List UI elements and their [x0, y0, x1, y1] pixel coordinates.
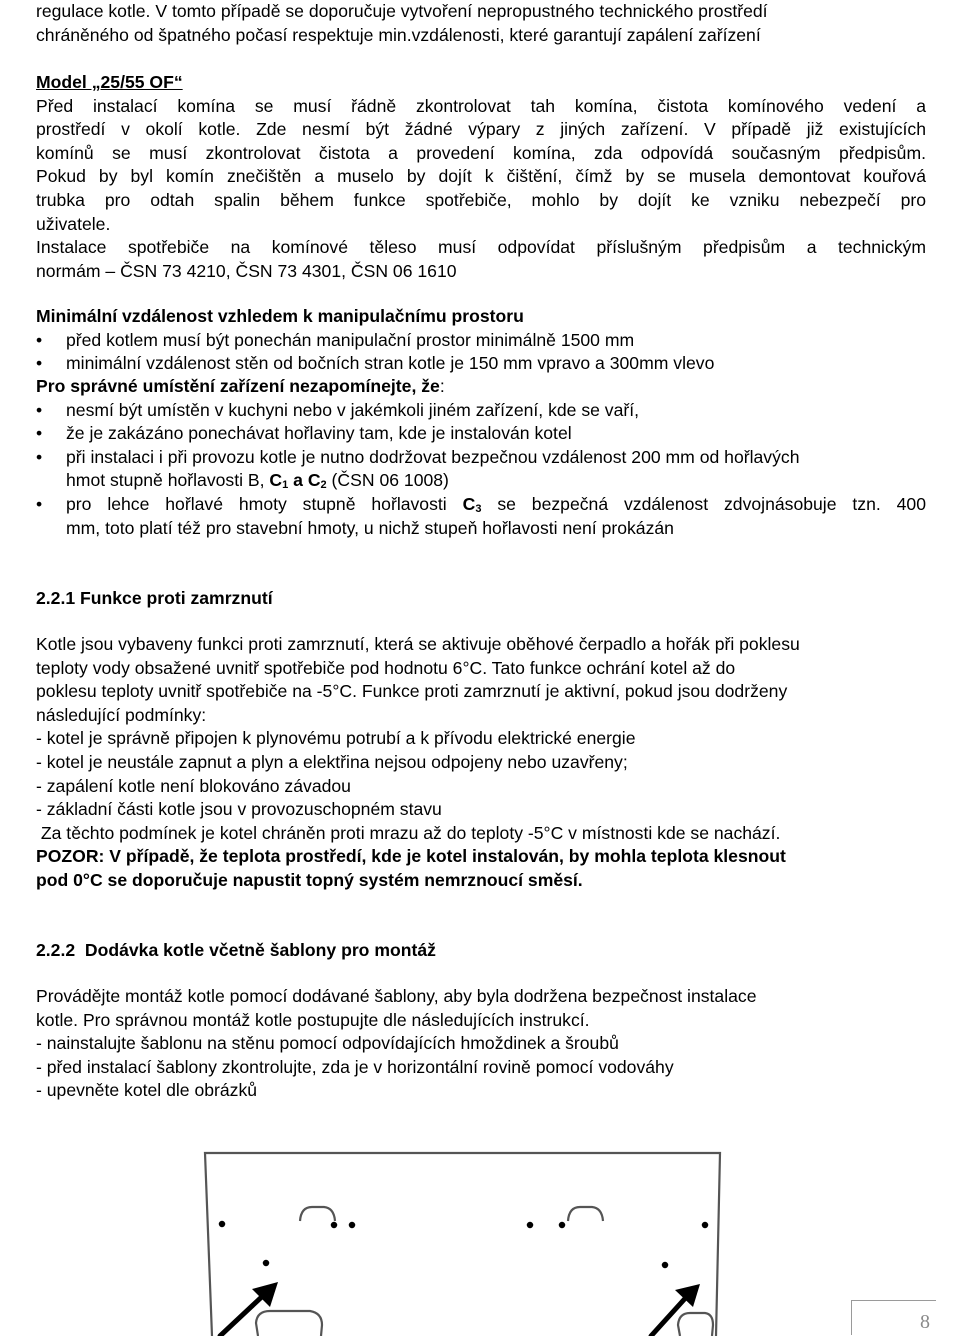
placement-section: [36, 375, 926, 540]
text-line: Provádějte montáž kotle pomocí dodávané šablony, aby byla dodržena bezpečnost instalace: [36, 986, 757, 1006]
text-line: Pokud by byl komín znečištěn a muselo by dojít k čištění, čímž by se musela demontovat kouřová: [36, 166, 926, 187]
template-section: [36, 985, 926, 1103]
mount-slot: [300, 1207, 335, 1221]
text-line: - kotel je neustále zapnut a plyn a elektřina nejsou odpojeny nebo uzavřeny;: [36, 751, 628, 772]
text-line: uživatele.: [36, 213, 111, 234]
model-section: [36, 71, 926, 283]
bullet-icon: •: [36, 399, 43, 420]
text-line: poklesu teploty uvnitř spotřebiče na -5°C. Funkce proti zamrznutí je aktivní, pokud jsou dodrženy: [36, 681, 788, 702]
distance-section: [36, 305, 926, 376]
intro-line: chráněného od špatného počasí respektuje min.vzdálenosti, které garantují zapálení zařízení: [36, 24, 761, 45]
template-plate: [205, 1153, 720, 1336]
page-number-box: [851, 1300, 936, 1335]
text-line: - upevněte kotel dle obrázků: [36, 1080, 258, 1101]
list-item: • před kotlem musí být ponechán manipulační prostor minimálně 1500 mm: [36, 329, 926, 353]
template-heading-block: [36, 939, 926, 963]
page-number: 8: [920, 1311, 930, 1333]
hole-icon: [332, 1223, 337, 1228]
text-line: Za těchto podmínek je kotel chráněn proti mrazu až do teploty -5°C v místnosti kde se nachází.: [36, 822, 781, 843]
text-line: teploty vody obsažené uvnitř spotřebiče pod hodnotu 6°C. Tato funkce ochrání kotel až do: [36, 657, 736, 678]
text-line: komínů se musí zkontrolovat čistota a provedení komína, zda odpovídá současným předpisům.: [36, 142, 926, 163]
hole-icon: [663, 1263, 668, 1268]
text-line: kotle. Pro správnou montáž kotle postupujte dle následujících instrukcí.: [36, 1009, 590, 1030]
text-line: - zapálení kotle není blokováno závadou: [36, 775, 351, 796]
placement-heading: Pro správné umístění zařízení nezapomínejte, že:: [36, 376, 445, 396]
bottom-slot: [678, 1313, 713, 1336]
text-line: trubka pro odtah spalin během funkce spotřebiče, mohlo by dojít ke vzniku nebezpečí pro: [36, 189, 926, 210]
text-line: - základní části kotle jsou v provozuschopném stavu: [36, 799, 442, 820]
list-item: • pro lehce hořlavé hmoty stupně hořlavosti $C_3$ se bezpečná vzdálenost zdvojnásobuje tzn. 400 mm, toto platí též pro stavební hmoty, u nichž stupeň hořlavosti není prokázán: [36, 493, 926, 538]
hole-icon: [703, 1223, 708, 1228]
text-line: Kotle jsou vybaveny funkci proti zamrznutí, která se aktivuje oběhové čerpadlo a hořák při poklesu: [36, 634, 800, 654]
warning-line: pod 0°C se doporučuje napustit topný systém nemrznoucí směsí.: [36, 869, 583, 890]
list-item: • že je zakázáno ponechávat hořlaviny tam, kde je instalován kotel: [36, 422, 926, 446]
bullet-icon: •: [36, 353, 43, 374]
warning-line: POZOR: V případě, že teplota prostředí, kde je kotel instalován, by mohla teplota klesnout: [36, 846, 786, 867]
bottom-slot: [256, 1311, 322, 1336]
text-line: - nainstalujte šablonu na stěnu pomocí odpovídajících hmoždinek a šroubů: [36, 1033, 619, 1054]
template-heading: 2.2.2 Dodávka kotle včetně šablony pro montáž: [36, 940, 436, 960]
intro-line: regulace kotle. V tomto případě se doporučuje vytvoření nepropustného technického prostředí: [36, 1, 768, 21]
text-line: prostředí v okolí kotle. Zde nesmí být žádné výpary z jiných zařízení. V případě již existujících: [36, 119, 926, 140]
bullet-icon: •: [36, 423, 43, 444]
freeze-heading: 2.2.1 Funkce proti zamrznutí: [36, 588, 273, 608]
distance-heading: Minimální vzdálenost vzhledem k manipulačnímu prostoru: [36, 306, 524, 326]
bullet-icon: •: [36, 329, 43, 350]
hole-icon: [350, 1223, 355, 1228]
list-item: • nesmí být umístěn v kuchyni nebo v jakémkoli jiném zařízení, kde se vaří,: [36, 399, 926, 423]
hole-icon: [560, 1223, 565, 1228]
hole-icon: [264, 1261, 269, 1266]
text-line: - kotel je správně připojen k plynovému potrubí a k přívodu elektrické energie: [36, 728, 636, 749]
bullet-icon: •: [36, 493, 43, 514]
intro-paragraph: [36, 0, 926, 47]
model-heading: Model „25/55 OF“: [36, 72, 183, 92]
text-line: - před instalací šablony zkontrolujte, zda je v horizontální rovině pomocí vodováhy: [36, 1056, 674, 1077]
mounting-template-drawing: [0, 1141, 960, 1336]
fume-warning: Zde nesmí být žádné výpary z jiných zařízení.: [256, 119, 689, 140]
hole-icon: [528, 1223, 533, 1228]
text-line: normám – ČSN 73 4210, ČSN 73 4301, ČSN 06 1610: [36, 260, 457, 281]
list-item: • při instalaci i při provozu kotle je nutno dodržovat bezpečnou vzdálenost 200 mm od hořlavých hmot stupně hořlavosti B, $C_1$ a $C_2$ (ČSN 06 1008): [36, 446, 800, 492]
freeze-section: [36, 633, 926, 893]
mount-slot: [568, 1207, 603, 1221]
list-item: • minimální vzdálenost stěn od bočních stran kotle je 150 mm vpravo a 300mm vlevo: [36, 352, 926, 376]
bullet-icon: •: [36, 446, 43, 467]
hole-icon: [220, 1222, 225, 1227]
text-line: následující podmínky:: [36, 704, 207, 725]
text-line: Před instalací komína se musí řádně zkontrolovat tah komína, čistota komínového vedení a: [36, 95, 926, 116]
freeze-heading-block: [36, 587, 926, 611]
text-line: Instalace spotřebiče na komínové těleso musí odpovídat příslušným předpisům a technickým: [36, 237, 926, 258]
